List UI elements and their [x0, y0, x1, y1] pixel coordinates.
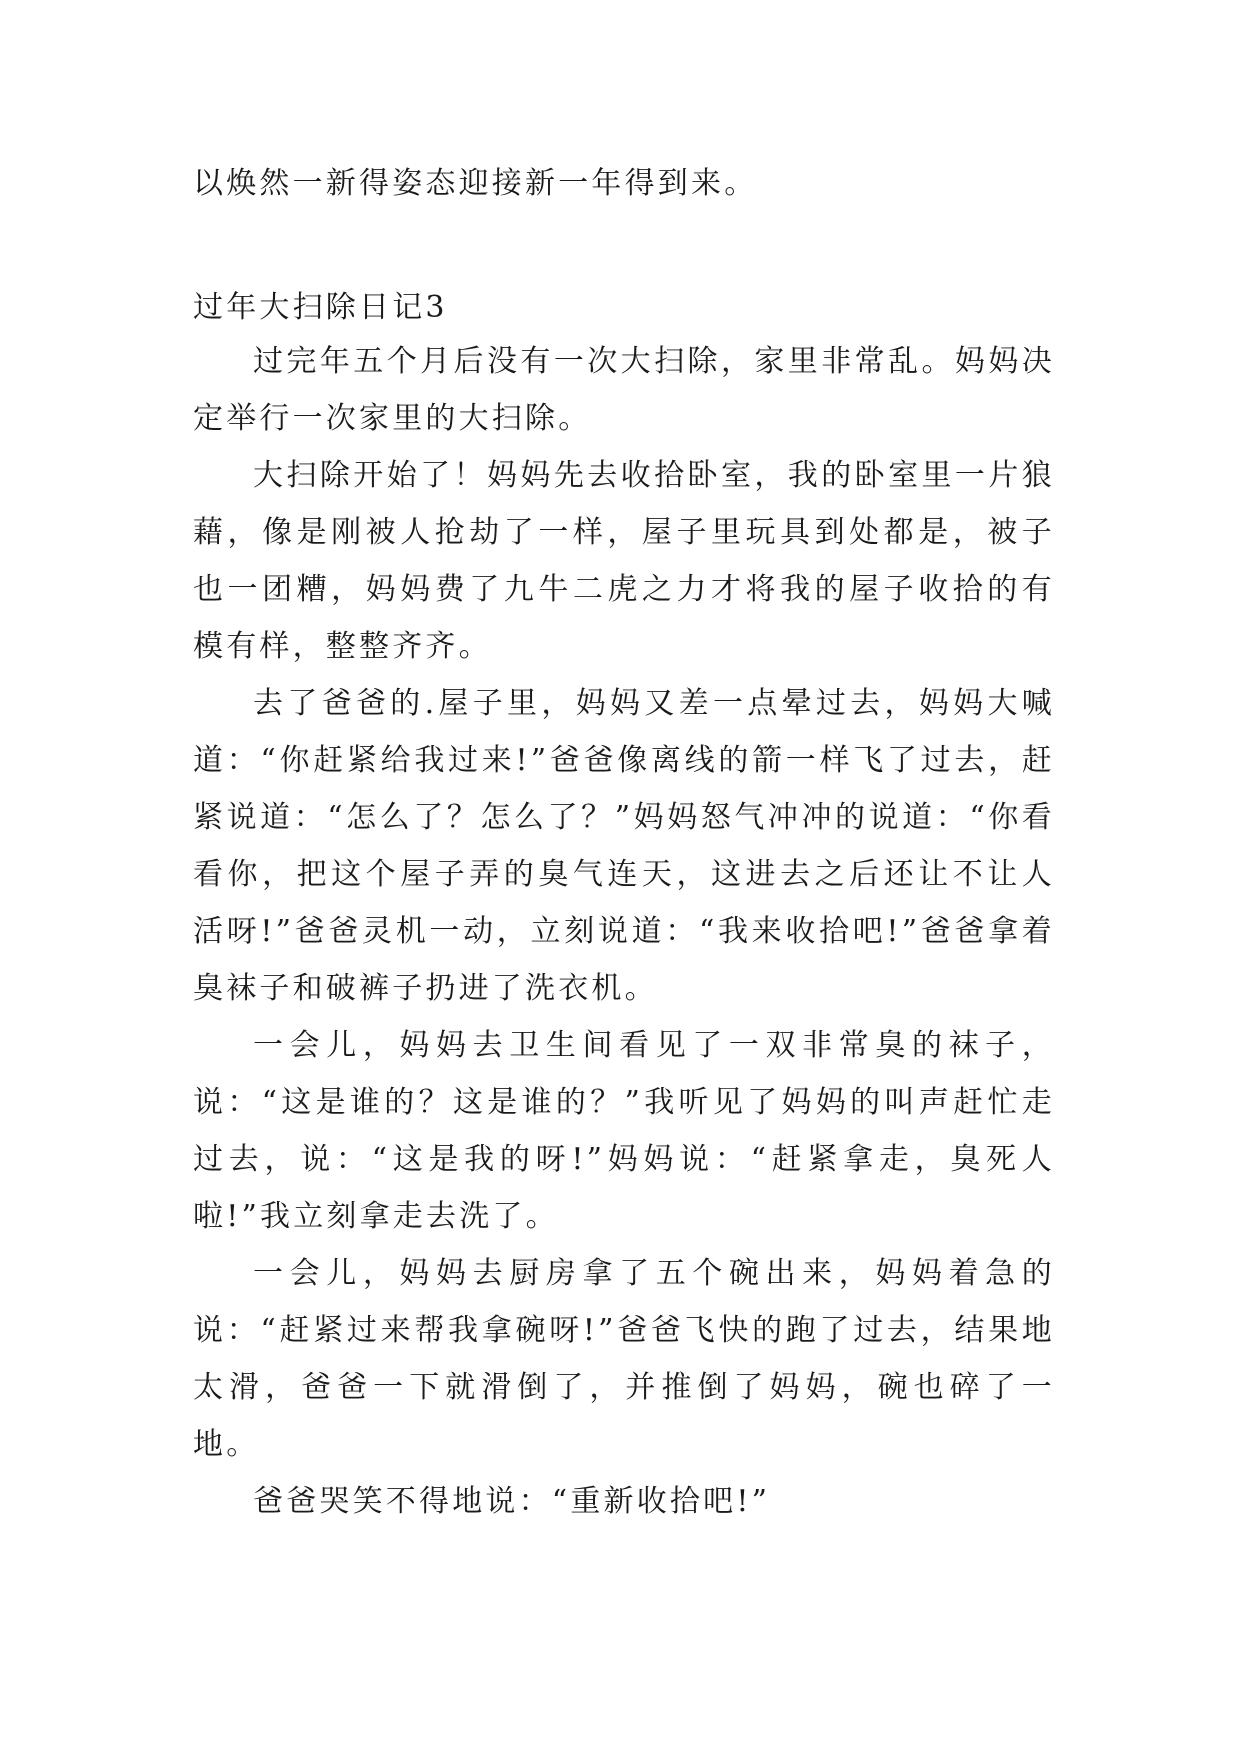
- paragraph: 过完年五个月后没有一次大扫除，家里非常乱。妈妈决定举行一次家里的大扫除。: [193, 344, 1055, 436]
- diary-title-block: [193, 279, 1055, 336]
- diary-title: 过年大扫除日记3: [193, 290, 448, 325]
- paragraph: 一会儿，妈妈去厨房拿了五个碗出来，妈妈着急的说：“赶紧过来帮我拿碗呀!”爸爸飞快的跑了过去，结果地太滑，爸爸一下就滑倒了，并推倒了妈妈，碗也碎了一地。: [193, 1256, 1055, 1462]
- paragraph: 去了爸爸的.屋子里，妈妈又差一点晕过去，妈妈大喊道：“你赶紧给我过来!”爸爸像离线的箭一样飞了过去，赶紧说道：“怎么了？怎么了？”妈妈怒气冲冲的说道：“你看看你，把这个屋子弄的臭气连天，这进去之后还让不让人活呀!”爸爸灵机一动，立刻说道：“我来收拾吧!”爸爸拿着臭袜子和破裤子扔进了洗衣机。: [193, 686, 1055, 1006]
- leading-line: 以焕然一新得姿态迎接新一年得到来。: [193, 166, 758, 201]
- paragraph: 一会儿，妈妈去卫生间看见了一双非常臭的袜子，说：“这是谁的？这是谁的？”我听见了妈妈的叫声赶忙走过去，说：“这是我的呀!”妈妈说：“赶紧拿走，臭死人啦!”我立刻拿走去洗了。: [193, 1028, 1055, 1234]
- diary-body: [193, 333, 1055, 1530]
- paragraph: 大扫除开始了！妈妈先去收拾卧室，我的卧室里一片狼藉，像是刚被人抢劫了一样，屋子里玩具到处都是，被子也一团糟，妈妈费了九牛二虎之力才将我的屋子收拾的有模有样，整整齐齐。: [193, 458, 1055, 664]
- leading-line-block: [193, 155, 1055, 212]
- paragraph: 爸爸哭笑不得地说：“重新收拾吧!”: [253, 1484, 771, 1519]
